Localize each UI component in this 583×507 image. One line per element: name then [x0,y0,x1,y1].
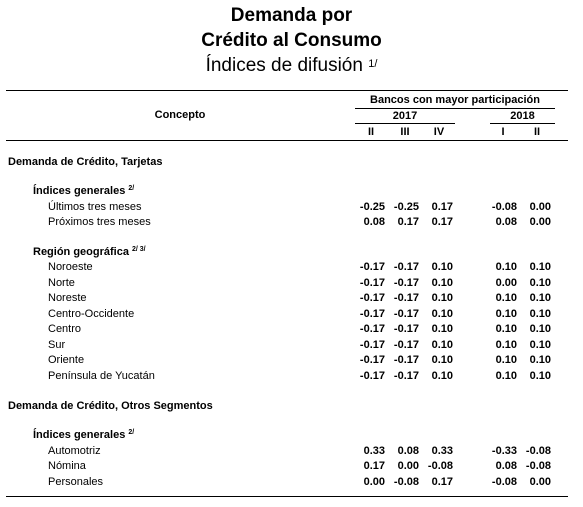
cell-value: 0.00 [495,276,517,289]
cell-value: 0.17 [431,216,453,228]
cell-value: -0.17 [359,323,385,335]
cell-value: 0.10 [431,307,453,320]
group-note: 2/ [128,185,135,192]
cell-value: -0.17 [359,292,385,304]
units-text: Índices de difusión [205,55,363,76]
group-title [33,185,134,198]
cell-value: -0.33 [491,444,517,457]
cell-value: -0.08 [491,200,517,213]
row-label: Centro-Occidente [48,307,135,320]
group-title [33,429,134,442]
cell-value: -0.08 [525,444,551,457]
cell-value: -0.17 [359,354,385,366]
cell-value: 0.10 [529,307,551,320]
cell-value: -0.17 [393,354,419,366]
table-bottom-rule [6,496,568,497]
cell-value: 0.08 [363,216,385,228]
row-label: Noreste [48,292,87,304]
cell-value: -0.17 [359,307,385,320]
group-note: 2/ 3/ [131,245,146,253]
row-label: Sur [48,338,66,351]
column-header-concept: Concepto [154,109,206,121]
cell-value: -0.17 [393,276,419,289]
cell-value: 0.00 [529,475,551,488]
cell-value: -0.17 [359,276,385,289]
cell-value: -0.17 [393,307,419,320]
quarter-header: IV [433,126,445,138]
cell-value: -0.25 [393,200,419,213]
year-2017: 2017 [392,110,418,122]
cell-value: 0.08 [397,444,419,457]
cell-value: 0.10 [495,338,517,351]
cell-value: -0.17 [393,369,419,382]
report-units [0,55,583,77]
row-label: Oriente [48,354,85,366]
row-label: Noroeste [48,261,93,273]
cell-value: -0.17 [393,338,419,351]
cell-value: 0.17 [431,475,453,488]
units-note: 1/ [368,58,378,70]
header-bottom-rule [6,140,568,141]
cell-value: 0.10 [495,261,517,273]
cell-value: 0.00 [529,216,551,228]
cell-value: -0.08 [427,460,453,472]
row-label: Nómina [48,460,86,472]
cell-value: 0.10 [529,369,551,382]
cell-value: 0.00 [397,460,419,472]
cell-value: 0.00 [363,475,385,488]
cell-value: -0.08 [491,475,517,488]
quarter-header: III [400,126,410,138]
row-label: Últimos tres meses [48,200,142,213]
cell-value: -0.08 [525,460,551,472]
group-title [33,246,146,259]
cell-value: 0.10 [431,338,453,351]
group-title-text: Índices generales [33,185,126,197]
year-2018-underline [490,123,555,124]
cell-value: 0.10 [529,323,551,335]
cell-value: 0.10 [431,369,453,382]
group-note: 2/ [128,429,135,436]
row-label: Personales [48,475,104,488]
cell-value: 0.08 [495,460,517,472]
cell-value: 0.10 [529,261,551,273]
row-label: Próximos tres meses [48,216,151,228]
column-group-header: Bancos con mayor participación [370,94,540,106]
group-underline [355,108,555,109]
cell-value: -0.17 [393,323,419,335]
cell-value: 0.10 [495,354,517,366]
cell-value: 0.10 [495,292,517,304]
group-title-text: Región geográfica [33,245,129,258]
cell-value: -0.17 [393,261,419,273]
row-label: Península de Yucatán [48,369,155,382]
cell-value: -0.17 [359,338,385,351]
cell-value: -0.17 [359,369,385,382]
year-2018: 2018 [510,110,535,122]
group-title-text: Índices generales [33,429,126,441]
cell-value: 0.00 [529,200,551,213]
cell-value: -0.08 [393,475,419,488]
cell-value: 0.17 [363,460,385,472]
cell-value: 0.33 [431,444,453,457]
quarter-header: I [501,126,505,138]
report-title: Demanda por [230,5,353,26]
cell-value: -0.17 [359,261,385,273]
cell-value: 0.10 [529,276,551,289]
row-label: Automotriz [48,444,101,457]
cell-value: 0.10 [529,354,551,366]
cell-value: 0.10 [529,292,551,304]
section-title: Demanda de Crédito, Tarjetas [8,156,163,168]
row-label: Norte [48,276,75,289]
cell-value: 0.17 [397,216,419,228]
cell-value: 0.10 [529,338,551,351]
cell-value: 0.33 [363,444,385,457]
cell-value: 0.10 [495,307,517,320]
section-title: Demanda de Crédito, Otros Segmentos [8,400,213,412]
cell-value: 0.10 [495,369,517,382]
cell-value: 0.10 [431,323,453,335]
quarter-header: II [367,126,375,138]
cell-value: 0.10 [431,261,453,273]
cell-value: 0.10 [431,354,453,366]
table-top-rule [6,90,568,91]
year-2017-underline [355,123,455,124]
cell-value: -0.17 [393,292,419,304]
quarter-header: II [533,126,541,138]
cell-value: 0.10 [431,276,453,289]
cell-value: 0.17 [431,200,453,213]
report-subtitle: Crédito al Consumo [201,30,382,51]
row-label: Centro [48,323,82,335]
cell-value: 0.10 [495,323,517,335]
cell-value: 0.10 [431,292,453,304]
cell-value: -0.25 [359,200,385,213]
cell-value: 0.08 [495,216,517,228]
